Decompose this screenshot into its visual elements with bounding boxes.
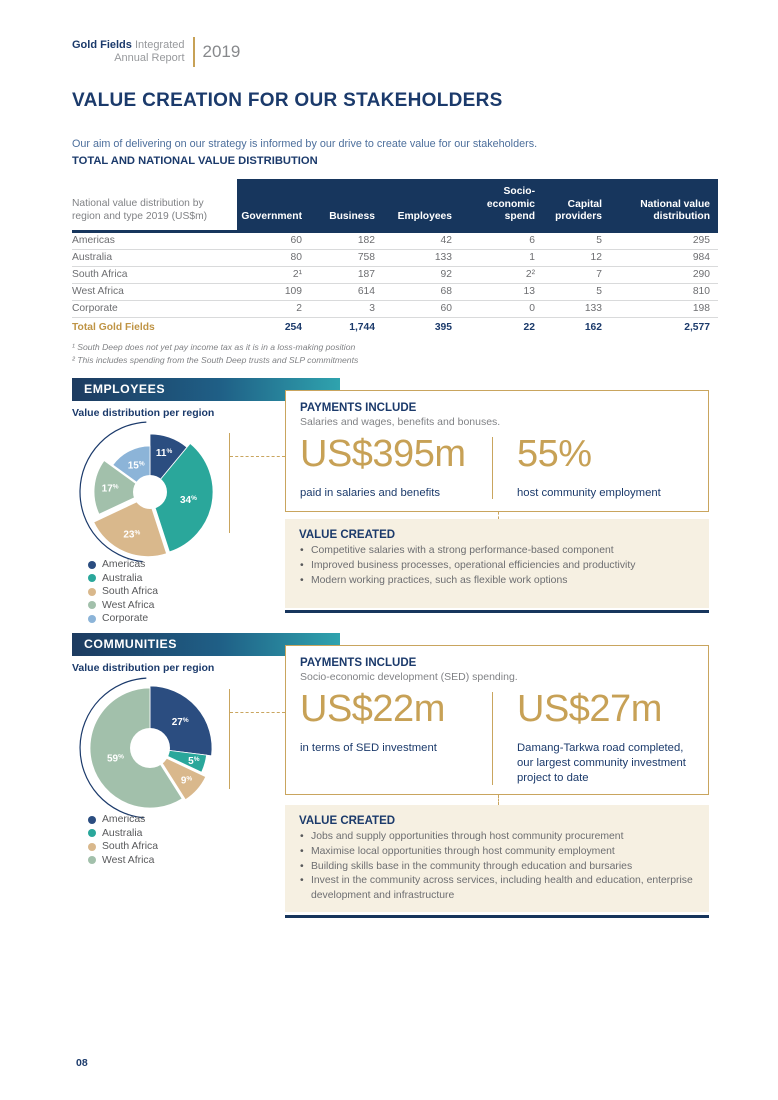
table-cell: 3 (310, 300, 383, 317)
stat-label: in terms of SED investment (300, 741, 437, 754)
pie-slice-value: 15% (127, 460, 145, 472)
legend-label: Americas (102, 559, 146, 571)
connector-line (229, 689, 230, 789)
communities-payments-box (285, 645, 709, 795)
legend-label: Americas (102, 814, 146, 826)
table-cell: 2¹ (237, 266, 310, 283)
table-cell: 5 (543, 283, 610, 300)
table-row (72, 300, 718, 317)
legend-item (88, 840, 158, 854)
pie-slice-value: 27% (171, 716, 189, 728)
bullet-item: • Maximise local opportunities through host community employment (299, 845, 693, 860)
total-label: Total Gold Fields (72, 317, 237, 338)
table-cell: 68 (383, 283, 460, 300)
stat-block (300, 435, 492, 501)
table-cell: 198 (610, 300, 718, 317)
connector-dashed-gap (498, 512, 499, 519)
legend-dot (88, 601, 96, 609)
employees-donut-chart (70, 419, 240, 571)
table-cell: 2² (460, 266, 543, 283)
table-header-row (72, 179, 718, 231)
total-cell: 22 (460, 317, 543, 338)
legend-label: Australia (102, 572, 143, 584)
brand-divider (193, 37, 195, 67)
table-total-row (72, 317, 718, 338)
legend-label: South Africa (102, 841, 159, 853)
table-row (72, 266, 718, 283)
row-label: West Africa (72, 283, 237, 300)
table-cell: 5 (543, 231, 610, 249)
brand-name (72, 39, 185, 65)
column-header: Employees (383, 179, 460, 231)
value-created-list (299, 544, 693, 588)
pie-slice-value: 9% (180, 775, 193, 787)
intro-text: Our aim of delivering on our strategy is informed by our drive to create value for our stakeholders. (72, 138, 538, 150)
table-cell: 187 (310, 266, 383, 283)
legend-item (88, 585, 158, 599)
row-label: South Africa (72, 266, 237, 283)
connector-line (229, 433, 230, 533)
total-cell: 395 (383, 317, 460, 338)
stats-row (300, 435, 692, 501)
column-header: Capital providers (543, 179, 610, 231)
page-title: VALUE CREATION FOR OUR STAKEHOLDERS (72, 90, 503, 111)
bullet-item: • Improved business processes, operational efficiencies and productivity (299, 559, 693, 574)
legend-item (88, 572, 158, 586)
legend-dot (88, 615, 96, 623)
stat-label: paid in salaries and benefits (300, 486, 441, 499)
legend-item (88, 827, 158, 841)
payments-title: PAYMENTS INCLUDE (300, 402, 417, 414)
table-footnotes (72, 341, 358, 368)
legend-dot (88, 588, 96, 596)
stat-divider (492, 692, 493, 785)
legend-item (88, 854, 158, 868)
table-cell: 80 (237, 249, 310, 266)
table-cell: 295 (610, 231, 718, 249)
communities-value-created-box (285, 805, 709, 912)
legend-label: Corporate (102, 613, 149, 625)
stat-value: US$22m (300, 688, 445, 730)
page-number: 08 (76, 1057, 88, 1069)
connector-dashed-gap (498, 795, 499, 805)
table-row (72, 231, 718, 249)
pie-slice-value: 5% (188, 756, 200, 768)
stats-row (300, 690, 692, 787)
legend-label: West Africa (102, 854, 155, 866)
table-cell: 0 (460, 300, 543, 317)
brand-light: Integrated (134, 38, 185, 51)
table-cell: 2 (237, 300, 310, 317)
brand-line2: Annual Report (114, 52, 185, 64)
legend-dot (88, 561, 96, 569)
legend-dot (88, 843, 96, 851)
legend-label: South Africa (102, 586, 159, 598)
stat-divider (492, 437, 493, 499)
legend-item (88, 599, 158, 613)
bullet-item: • Invest in the community across services, including health and education, enterprise development and infrastructure (299, 874, 693, 904)
table-cell: 92 (383, 266, 460, 283)
stat-value: US$395m (300, 433, 466, 475)
communities-section-banner: COMMUNITIES (72, 633, 340, 656)
footnote-1: ¹ South Deep does not yet pay income tax as it is in a loss-making position (72, 342, 356, 352)
pie-slice-value: 23% (123, 529, 141, 541)
payments-subtitle: Salaries and wages, benefits and bonuses. (300, 416, 501, 428)
value-created-list (299, 830, 693, 904)
legend-item (88, 612, 158, 626)
employees-value-created-box (285, 519, 709, 608)
table-row-header-label: National value distribution by region and type 2019 (US$m) (72, 179, 237, 231)
pie-slice-value: 11% (155, 448, 173, 460)
bullet-item: • Building skills base in the community through education and bursaries (299, 860, 693, 875)
pie-slice-value: 17% (101, 483, 119, 495)
total-cell: 254 (237, 317, 310, 338)
table-cell: 6 (460, 231, 543, 249)
legend-dot (88, 574, 96, 582)
column-header: National value distribution (610, 179, 718, 231)
brand-bold: Gold Fields (72, 38, 132, 51)
column-header: Socio-economic spend (460, 179, 543, 231)
footnote-2: ² This includes spending from the South Deep trusts and SLP commitments (72, 355, 359, 366)
table-cell: 614 (310, 283, 383, 300)
column-header: Business (310, 179, 383, 231)
total-cell: 1,744 (310, 317, 383, 338)
bullet-item: • Jobs and supply opportunities through host community procurement (299, 830, 693, 845)
table-cell: 984 (610, 249, 718, 266)
pie-slice-value: 59% (106, 753, 124, 765)
value-distribution-table (72, 179, 718, 338)
table-cell: 13 (460, 283, 543, 300)
employees-chart-title: Value distribution per region (72, 407, 215, 419)
table-cell: 1 (460, 249, 543, 266)
stat-value: 55% (517, 433, 592, 475)
table-cell: 109 (237, 283, 310, 300)
table-cell: 12 (543, 249, 610, 266)
value-created-title: VALUE CREATED (299, 529, 396, 541)
legend-dot (88, 816, 96, 824)
stat-block (300, 690, 492, 787)
communities-chart-title: Value distribution per region (72, 662, 215, 674)
employees-payments-box (285, 390, 709, 512)
total-cell: 162 (543, 317, 610, 338)
column-header: Government (237, 179, 310, 231)
connector-dashed-line (230, 712, 285, 713)
employees-section-banner: EMPLOYEES (72, 378, 340, 401)
communities-donut-chart (70, 675, 240, 827)
value-created-title: VALUE CREATED (299, 815, 396, 827)
connector-dashed-line (230, 456, 285, 457)
payments-subtitle: Socio-economic development (SED) spending. (300, 671, 518, 683)
row-label: Australia (72, 249, 237, 266)
donut-hole (133, 475, 167, 509)
legend-item (88, 813, 158, 827)
legend-label: Australia (102, 827, 143, 839)
row-label: Americas (72, 231, 237, 249)
legend-dot (88, 856, 96, 864)
row-label: Corporate (72, 300, 237, 317)
legend-item (88, 558, 158, 572)
table-cell: 60 (237, 231, 310, 249)
section-rule (285, 915, 709, 918)
employees-legend (88, 558, 158, 626)
payments-title: PAYMENTS INCLUDE (300, 657, 417, 669)
donut-hole (130, 728, 170, 768)
stat-value: US$27m (517, 688, 662, 730)
legend-label: West Africa (102, 599, 155, 611)
table-cell: 133 (543, 300, 610, 317)
table-cell: 42 (383, 231, 460, 249)
communities-legend (88, 813, 158, 867)
brand-year: 2019 (202, 42, 241, 61)
stat-label: Damang-Tarkwa road completed, our largest community investment project to date (517, 741, 686, 785)
table-cell: 7 (543, 266, 610, 283)
table-cell: 133 (383, 249, 460, 266)
pie-slice-value: 34% (179, 494, 197, 506)
table-cell: 290 (610, 266, 718, 283)
table-cell: 758 (310, 249, 383, 266)
stat-block (517, 435, 692, 501)
table-cell: 60 (383, 300, 460, 317)
table-row (72, 283, 718, 300)
total-cell: 2,577 (610, 317, 718, 338)
table-cell: 810 (610, 283, 718, 300)
stat-label: host community employment (517, 486, 661, 499)
table-row (72, 249, 718, 266)
legend-dot (88, 829, 96, 837)
brand-header (72, 37, 240, 67)
table-heading: TOTAL AND NATIONAL VALUE DISTRIBUTION (72, 155, 318, 167)
stat-block (517, 690, 692, 787)
table-cell: 182 (310, 231, 383, 249)
section-rule (285, 610, 709, 613)
bullet-item: • Competitive salaries with a strong performance-based component (299, 544, 693, 559)
bullet-item: • Modern working practices, such as flexible work options (299, 574, 693, 589)
